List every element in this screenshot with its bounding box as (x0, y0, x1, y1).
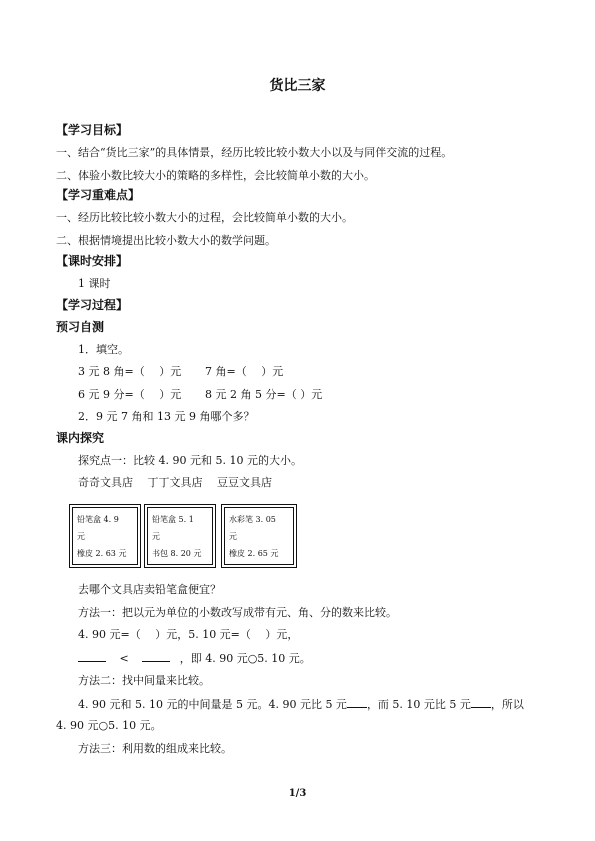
compare-tail: ，即 4. 90 元○5. 10 元。 (179, 652, 311, 665)
key-point-1: 一、经历比较比较小数大小的过程，会比较简单小数的大小。 (56, 211, 353, 224)
answer-blank[interactable] (471, 697, 491, 708)
method-3: 方法三：利用数的组成来比较。 (78, 742, 232, 755)
q1-row2-b: 8 元 2 角 5 分=（ ）元 (205, 388, 323, 401)
method-1-fill: 4. 90 元=（ ）元，5. 10 元=（ ）元， (78, 628, 299, 641)
less-than-sign: < (119, 652, 129, 665)
method-2: 方法二：找中间量来比较。 (78, 674, 210, 687)
goal-2: 二、体验小数比较大小的策略的多样性，会比较简单小数的大小。 (56, 169, 375, 182)
box-line-2: 元 (77, 532, 85, 541)
store-names: 奇奇文具店 丁丁文具店 豆豆文具店 (78, 476, 272, 489)
question-2: 2．9 元 7 角和 13 元 9 角哪个多？ (78, 410, 255, 423)
q1-row1-b: 7 角=（ ）元 (205, 365, 284, 378)
q1-row1-a: 3 元 8 角=（ ）元 (78, 365, 182, 378)
explore-point: 探究点一：比较 4. 90 元和 5. 10 元的大小。 (78, 454, 302, 467)
box-line-2: 元 (152, 532, 160, 541)
answer-blank[interactable] (78, 651, 106, 662)
box-line-3: 橡皮 2. 63 元 (77, 549, 127, 558)
method-2-conclusion: 4. 90 元○5. 10 元。 (56, 719, 162, 732)
box-line-1: 铅笔盒 4. 9 (77, 515, 119, 524)
question-1: 1．填空。 (78, 343, 129, 356)
box-line-1: 铅笔盒 5. 1 (152, 515, 194, 524)
method-2-text-c: ，所以 (490, 698, 524, 711)
method-2-paragraph (78, 697, 524, 712)
page-number: 1/3 (288, 788, 307, 799)
price-box-qiqi (72, 507, 138, 565)
goals-heading: 【学习目标】 (56, 123, 129, 137)
answer-blank[interactable] (347, 697, 367, 708)
page-title: 货比三家 (269, 78, 326, 94)
box-line-1: 水彩笔 3. 05 (229, 515, 276, 524)
q1-row2-a: 6 元 9 分=（ ）元 (78, 388, 182, 401)
preview-heading: 预习自测 (56, 320, 105, 334)
price-box-dingding (147, 507, 213, 565)
method-1-compare (78, 651, 311, 666)
box-line-3: 橡皮 2. 65 元 (229, 549, 279, 558)
box-line-2: 元 (229, 532, 237, 541)
goal-1: 一、结合“货比三家”的具体情景，经历比较比较小数大小以及与同伴交流的过程。 (56, 146, 453, 159)
key-points-heading: 【学习重难点】 (56, 188, 141, 202)
schedule-value: 1 课时 (78, 277, 111, 290)
price-box-doudou (224, 507, 294, 565)
schedule-heading: 【课时安排】 (56, 254, 129, 268)
process-heading: 【学习过程】 (56, 298, 129, 312)
method-2-text-b: ，而 5. 10 元比 5 元 (366, 698, 471, 711)
answer-blank[interactable] (142, 651, 170, 662)
store-question: 去哪个文具店卖铅笔盒便宜？ (78, 583, 221, 596)
method-2-text-a: 4. 90 元和 5. 10 元的中间量是 5 元。4. 90 元比 5 元 (78, 698, 347, 711)
key-point-2: 二、根据情境提出比较小数大小的数学问题。 (56, 234, 276, 247)
method-1: 方法一：把以元为单位的小数改写成带有元、角、分的数来比较。 (78, 606, 397, 619)
explore-heading: 课内探究 (56, 431, 105, 445)
box-line-3: 书包 8. 20 元 (152, 549, 202, 558)
